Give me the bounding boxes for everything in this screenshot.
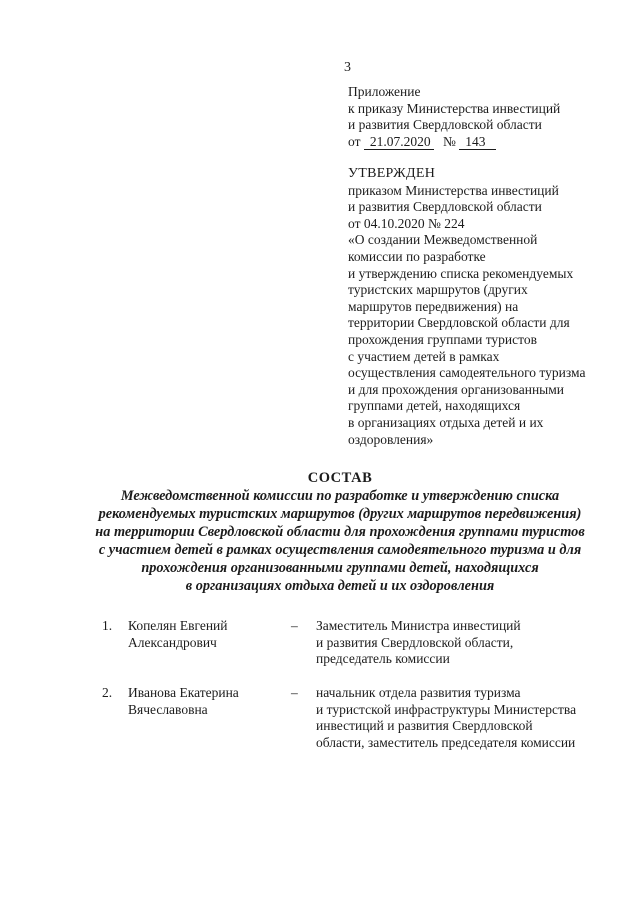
member-role-line: области, заместитель председателя комиссии [316,734,576,750]
approved-line: оздоровления» [348,431,434,447]
annex-date-line [348,134,628,151]
member-dash: – [291,618,298,633]
heading-line: с участием детей в рамках осуществления самодеятельного туризма и для [98,542,582,558]
member-name-line: Александрович [128,634,217,650]
member-role-line: инвестиций и развития Свердловской [316,718,533,734]
approved-line: осуществления самодеятельного туризма [348,365,586,381]
annex-number-sign: № [442,133,456,149]
heading-line: прохождения организованными группами детей, находящихся [141,560,539,576]
heading-line: в организациях отдыха детей и их оздоровления [185,578,495,594]
approved-title: УТВЕРЖДЕН [348,166,436,181]
annex-block [348,84,628,150]
page-number: 3 [344,60,351,75]
annex-line-1: Приложение [348,84,421,99]
heading-line: на территории Свердловской области для прохождения группами туристов [95,524,585,540]
heading-title: СОСТАВ [307,470,373,486]
member-name-line: Иванова Екатерина [128,685,239,700]
approved-line: и утверждению списка рекомендуемых [348,265,574,281]
member-name-line: Копелян Евгений [128,618,228,633]
member-number: 1. [102,618,113,633]
approved-line: группами детей, находящихся [348,398,521,414]
approved-block [348,166,628,448]
approved-line: прохождения группами туристов [348,331,537,347]
approved-line: маршрутов передвижения) на [348,298,519,314]
member-role-line: начальник отдела развития туризма [316,685,521,700]
approved-line: приказом Министерства инвестиций [348,182,559,198]
approved-line: в организациях отдыха детей и их [348,414,544,430]
annex-date-prefix: от [348,133,361,149]
approved-line: территории Свердловской области для [348,315,570,331]
heading-line: рекомендуемых туристских маршрутов (других маршрутов передвижения) [98,506,582,522]
member-name [128,618,278,651]
approved-line: и развития Свердловской области [348,199,542,215]
approved-line: с участием детей в рамках [348,348,500,364]
document-heading [80,469,600,595]
member-role-line: председатель комиссии [316,651,450,667]
member-name [128,685,278,718]
annex-line-3: и развития Свердловской области [348,117,542,133]
member-role [316,618,616,668]
member-role-line: и развития Свердловской области, [316,634,514,650]
approved-line: комиссии по разработке [348,248,486,264]
approved-line: от 04.10.2020 № 224 [348,215,465,231]
member-role [316,685,616,751]
member-number: 2. [102,685,113,700]
member-role-line: и туристской инфраструктуры Министерства [316,701,577,717]
approved-line: туристских маршрутов (других [348,282,528,298]
annex-line-2: к приказу Министерства инвестиций [348,100,561,116]
approved-line: «О создании Межведомственной [348,232,538,248]
heading-line: Межведомственной комиссии по разработке и утверждению списка [120,488,560,504]
member-name-line: Вячеславовна [128,701,208,717]
member-role-line: Заместитель Министра инвестиций [316,618,521,633]
approved-line: и для прохождения организованными [348,381,565,397]
annex-number: 143 [459,135,495,150]
annex-date: 21.07.2020 [364,135,434,150]
member-dash: – [291,685,298,700]
